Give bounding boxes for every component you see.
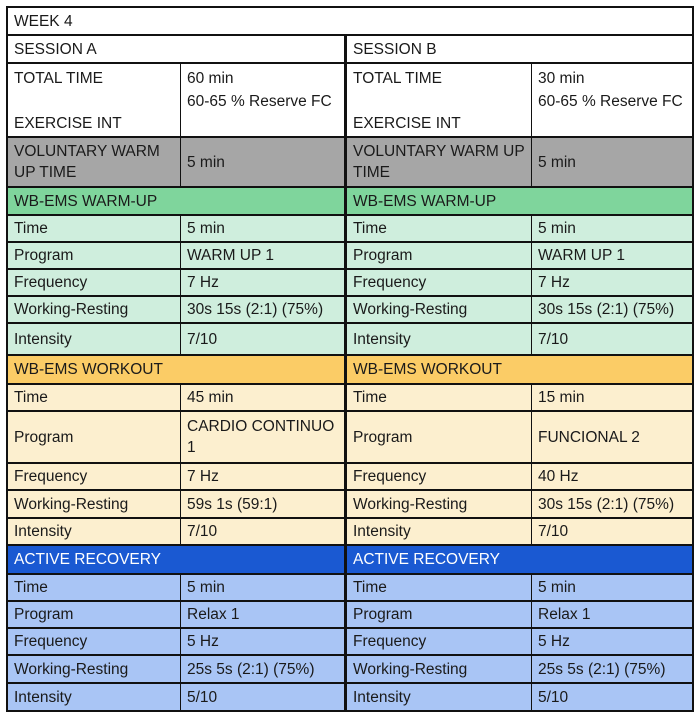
session-b-workout-value: 15 min xyxy=(532,385,692,410)
session-b-title: SESSION B xyxy=(347,36,692,62)
session-a-recovery-label: Program xyxy=(8,602,180,627)
session-a-recovery-value: 5 Hz xyxy=(181,629,344,654)
session-b-workout-label: Program xyxy=(347,412,531,462)
session-a-recovery-label: Time xyxy=(8,575,180,600)
session-a-workout-header: WB-EMS WORKOUT xyxy=(8,356,344,383)
week-table xyxy=(6,6,694,712)
session-b-recovery-label: Program xyxy=(347,602,531,627)
session-b-workout-value: FUNCIONAL 2 xyxy=(532,412,692,462)
session-b-recovery-label: Working-Resting xyxy=(347,656,531,682)
session-a-workout-value: 7 Hz xyxy=(181,464,344,489)
session-a-warmup-label: Frequency xyxy=(8,270,180,295)
session-a-warmup-value: WARM UP 1 xyxy=(181,243,344,268)
session-a-exercise-int-value: 60-65 % Reserve FC xyxy=(187,93,332,110)
session-a-voluntary-label: VOLUNTARY WARM UP TIME xyxy=(8,138,180,186)
session-a-recovery-value: Relax 1 xyxy=(181,602,344,627)
session-a-workout-value: CARDIO CONTINUO 1 xyxy=(181,412,344,462)
session-a-workout-label: Frequency xyxy=(8,464,180,489)
session-b-workout-value: 30s 15s (2:1) (75%) xyxy=(532,491,692,517)
session-b-warmup-label: Intensity xyxy=(347,324,531,354)
session-a-warmup-label: Working-Resting xyxy=(8,297,180,322)
session-b-warmup-label: Frequency xyxy=(347,270,531,295)
session-a-workout-value: 7/10 xyxy=(181,519,344,544)
session-a-warmup-value: 5 min xyxy=(181,216,344,241)
session-b-warmup-value: 5 min xyxy=(532,216,692,241)
session-b-workout-value: 40 Hz xyxy=(532,464,692,489)
session-b-voluntary-label: VOLUNTARY WARM UP TIME xyxy=(347,138,531,186)
session-b-total-time-label: TOTAL TIME xyxy=(353,70,442,87)
session-a-recovery-label: Intensity xyxy=(8,684,180,710)
session-a-recovery-label: Working-Resting xyxy=(8,656,180,682)
session-b-recovery-value: Relax 1 xyxy=(532,602,692,627)
session-a-workout-label: Working-Resting xyxy=(8,491,180,517)
session-a-warmup-label: Time xyxy=(8,216,180,241)
session-b-voluntary-value: 5 min xyxy=(532,138,692,186)
session-b-summary-labels xyxy=(347,64,531,136)
session-a-summary-labels xyxy=(8,64,180,136)
session-b-recovery-header: ACTIVE RECOVERY xyxy=(347,546,692,573)
session-b-warmup-label: Time xyxy=(347,216,531,241)
session-b-warmup-value: 7/10 xyxy=(532,324,692,354)
week-title: WEEK 4 xyxy=(8,8,692,34)
session-a-total-time-value: 60 min xyxy=(187,70,234,87)
session-a-workout-value: 59s 1s (59:1) xyxy=(181,491,344,517)
session-a-workout-label: Time xyxy=(8,385,180,410)
session-a-exercise-int-label: EXERCISE INT xyxy=(14,115,122,132)
session-a-recovery-value: 25s 5s (2:1) (75%) xyxy=(181,656,344,682)
session-a-workout-label: Intensity xyxy=(8,519,180,544)
session-b-recovery-value: 25s 5s (2:1) (75%) xyxy=(532,656,692,682)
session-a-workout-label: Program xyxy=(8,412,180,462)
session-a-warmup-value: 7 Hz xyxy=(181,270,344,295)
session-b-workout-value: 7/10 xyxy=(532,519,692,544)
session-b-workout-label: Intensity xyxy=(347,519,531,544)
session-b-warmup-label: Working-Resting xyxy=(347,297,531,322)
session-b-total-time-value: 30 min xyxy=(538,70,585,87)
session-b-workout-label: Time xyxy=(347,385,531,410)
session-a-warmup-value: 30s 15s (2:1) (75%) xyxy=(181,297,344,322)
session-a-recovery-value: 5/10 xyxy=(181,684,344,710)
session-b-recovery-label: Time xyxy=(347,575,531,600)
session-a-warmup-label: Program xyxy=(8,243,180,268)
session-b-exercise-int-value: 60-65 % Reserve FC xyxy=(538,93,683,110)
session-a-warmup-value: 7/10 xyxy=(181,324,344,354)
session-b-warmup-header: WB-EMS WARM-UP xyxy=(347,188,692,214)
session-b-workout-header: WB-EMS WORKOUT xyxy=(347,356,692,383)
session-b-workout-label: Frequency xyxy=(347,464,531,489)
session-b-summary-values xyxy=(532,64,692,136)
session-b-recovery-value: 5 min xyxy=(532,575,692,600)
session-b-recovery-label: Frequency xyxy=(347,629,531,654)
session-a-total-time-label: TOTAL TIME xyxy=(14,70,103,87)
session-b-warmup-value: 30s 15s (2:1) (75%) xyxy=(532,297,692,322)
session-a-recovery-header: ACTIVE RECOVERY xyxy=(8,546,344,573)
session-a-warmup-header: WB-EMS WARM-UP xyxy=(8,188,344,214)
session-a-warmup-label: Intensity xyxy=(8,324,180,354)
session-b-recovery-value: 5 Hz xyxy=(532,629,692,654)
session-a-workout-value: 45 min xyxy=(181,385,344,410)
session-a-recovery-value: 5 min xyxy=(181,575,344,600)
session-b-warmup-value: 7 Hz xyxy=(532,270,692,295)
session-b-recovery-value: 5/10 xyxy=(532,684,692,710)
session-a-voluntary-value: 5 min xyxy=(181,138,344,186)
session-b-recovery-label: Intensity xyxy=(347,684,531,710)
session-b-warmup-label: Program xyxy=(347,243,531,268)
session-b-warmup-value: WARM UP 1 xyxy=(532,243,692,268)
session-a-recovery-label: Frequency xyxy=(8,629,180,654)
session-a-summary-values xyxy=(181,64,344,136)
session-b-exercise-int-label: EXERCISE INT xyxy=(353,115,461,132)
session-a-title: SESSION A xyxy=(8,36,344,62)
session-b-workout-label: Working-Resting xyxy=(347,491,531,517)
